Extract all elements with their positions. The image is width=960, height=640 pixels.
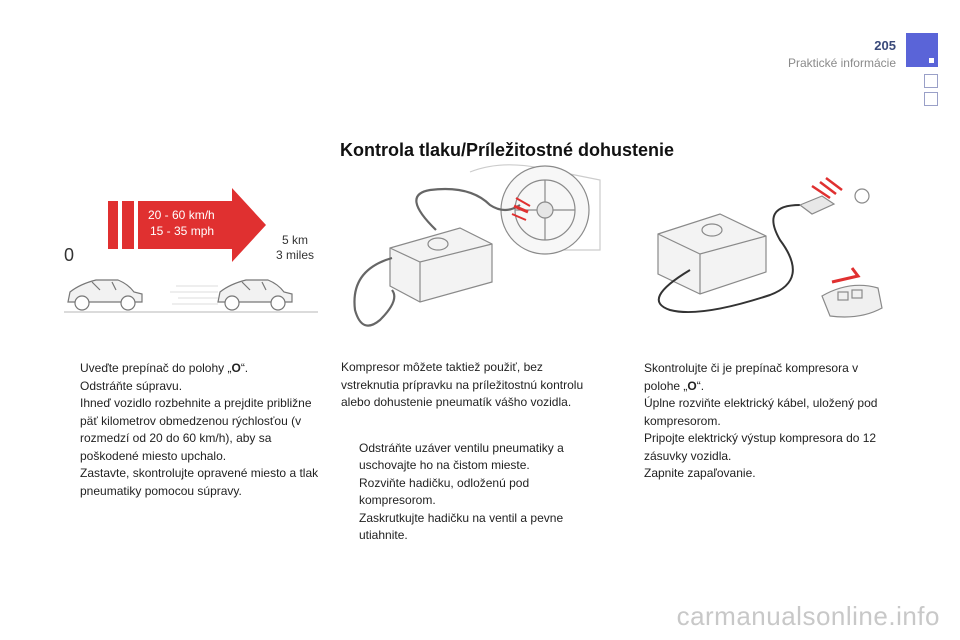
- list-item: Ihneď vozidlo rozbehnite a prejdite približne päť kilometrov obmedzenou rýchlosťou (v rozmedzí od 20 do 60 km/h), aby sa poškodené miesto upchalo.: [80, 396, 312, 463]
- intro-paragraph: Kompresor môžete taktiež použiť, bez vstreknutia prípravku na príležitostnú kontrolu alebo dohustenie pneumatík vášho vozidla.: [341, 360, 584, 409]
- page-number: 205: [874, 38, 896, 53]
- page-title: Kontrola tlaku/Príležitostné dohustenie: [340, 140, 675, 160]
- list-item: Zaskrutkujte hadičku na ventil a pevne utiahnite.: [359, 510, 564, 542]
- left-column: [62, 360, 324, 500]
- speed-kmh: 20 - 60 km/h: [148, 208, 215, 222]
- list-item: Skontrolujte či je prepínač kompresora v polohe „O“.: [644, 361, 859, 393]
- list-item: Úplne rozviňte elektrický kábel, uložený pod kompresorom.: [644, 396, 878, 428]
- speed-figure: [64, 188, 318, 312]
- watermark: carmanualsonline.info: [676, 601, 940, 631]
- right-column: [626, 360, 886, 483]
- list-item: Zastavte, skontrolujte opravené miesto a tlak pneumatiky pomocou súpravy.: [80, 466, 319, 498]
- list-item: Zapnite zapaľovanie.: [644, 466, 756, 480]
- compressor-wheel-figure: [354, 165, 600, 326]
- list-item: Odstráňte uzáver ventilu pneumatiky a uschovajte ho na čistom mieste.: [359, 440, 564, 472]
- list-item: Uveďte prepínač do polohy „O“.: [80, 361, 249, 375]
- list-item: Pripojte elektrický výstup kompresora do 12 zásuvky vozidla.: [644, 431, 877, 463]
- section-title: Praktické informácie: [787, 56, 896, 70]
- car-start: [68, 280, 142, 310]
- speed-mph: 15 - 35 mph: [150, 224, 215, 238]
- distance-miles: 3 miles: [276, 248, 315, 262]
- list-item: Odstráňte súpravu.: [80, 378, 183, 393]
- compressor-socket-figure: [658, 178, 882, 317]
- car-moving: [218, 280, 292, 310]
- start-label: 0: [64, 245, 75, 265]
- distance-km: 5 km: [282, 233, 309, 247]
- motion-lines: [170, 286, 218, 304]
- list-item: Rozviňte hadičku, odloženú pod kompresorom.: [359, 475, 530, 507]
- middle-column: [341, 359, 601, 545]
